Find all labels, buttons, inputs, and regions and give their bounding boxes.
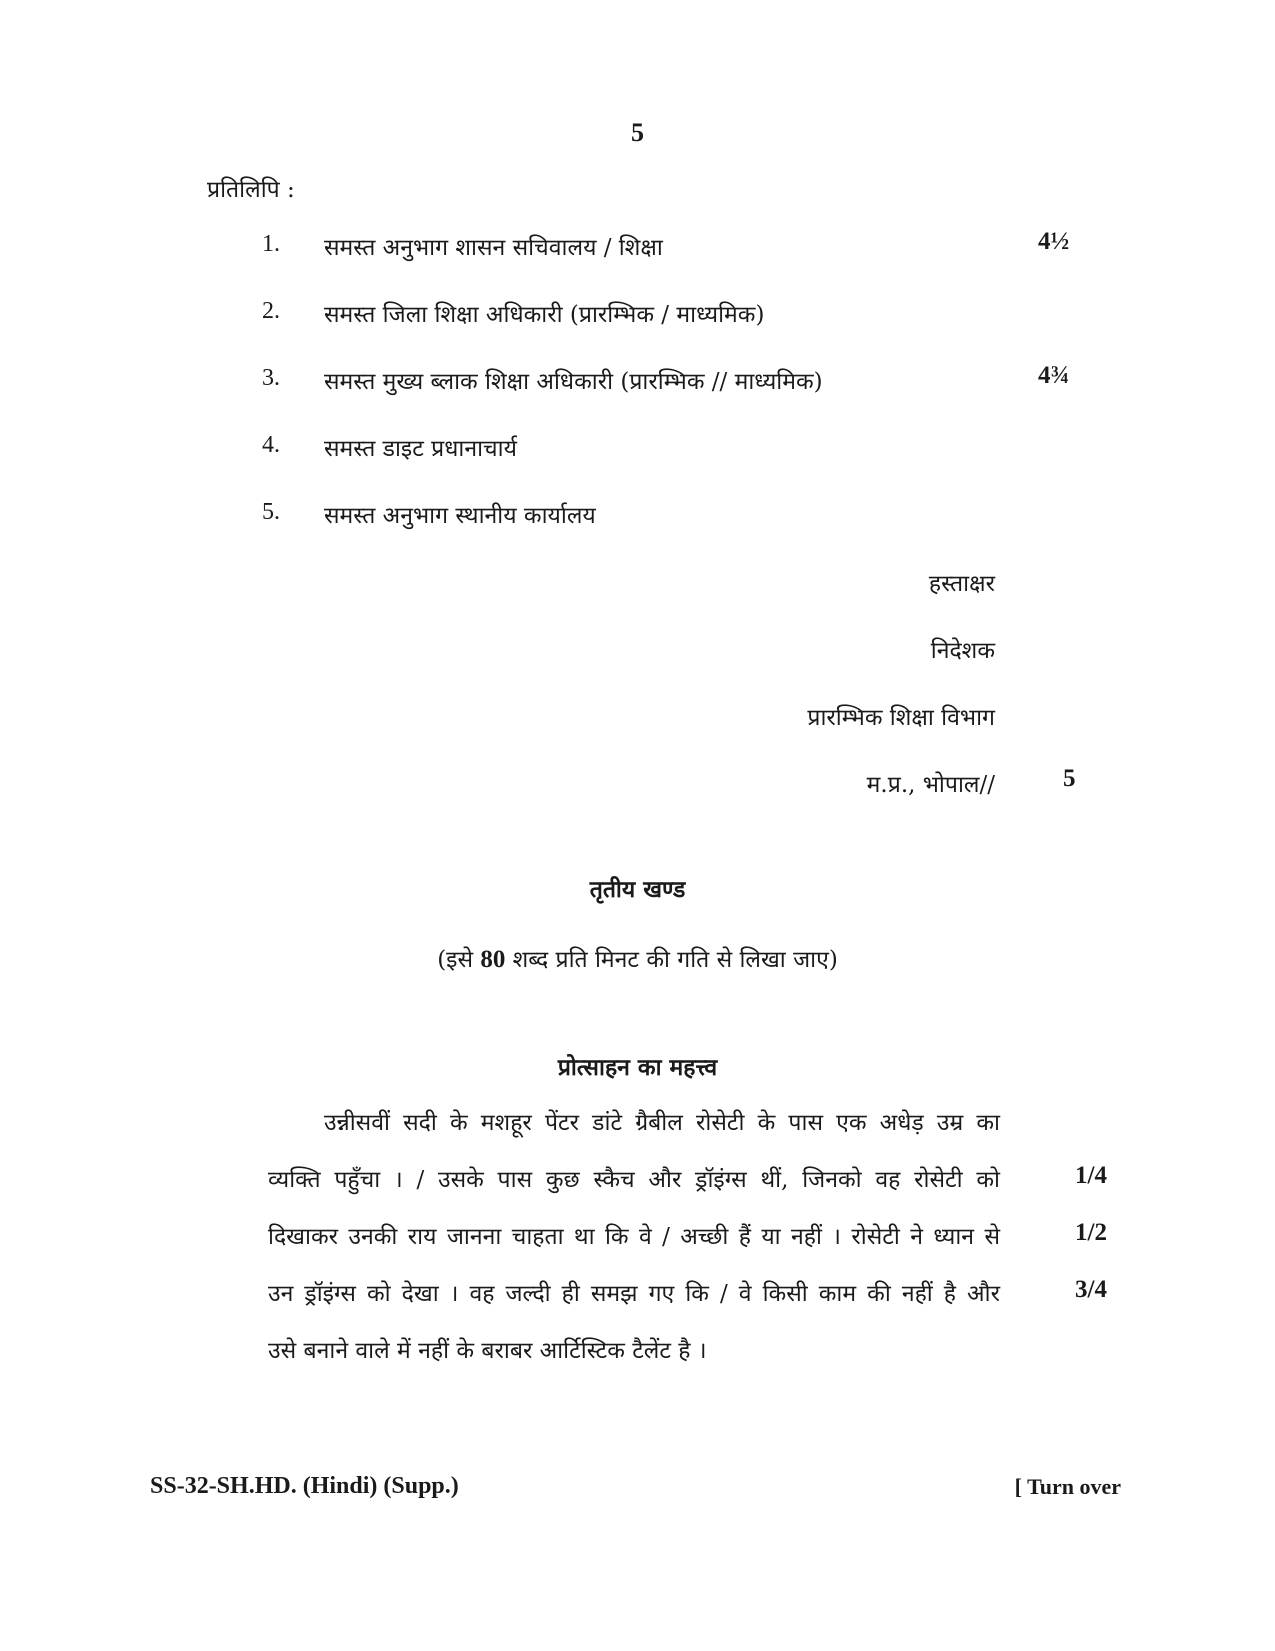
passage-line: उसे बनाने वाले में नहीं के बराबर आर्टिस्टिक टैलेंट है । bbox=[268, 1338, 707, 1364]
passage-line: उन्नीसवीं सदी के मशहूर पेंटर डांटे ग्रैबील रोसेटी के पास एक अधेड़ उम्र का bbox=[324, 1110, 1000, 1136]
cc-item-text: समस्त मुख्य ब्लाक शिक्षा अधिकारी (प्रारम्भिक // माध्यमिक) bbox=[324, 369, 823, 395]
cc-item-number: 5. bbox=[262, 499, 280, 525]
signatory-department: प्रारम्भिक शिक्षा विभाग bbox=[807, 705, 995, 731]
section-title: तृतीय खण्ड bbox=[589, 876, 686, 903]
signatory-location: म.प्र., भोपाल// bbox=[866, 772, 995, 798]
instruction-speed: 80 bbox=[480, 946, 506, 973]
cc-item-score: 4½ bbox=[1038, 228, 1070, 255]
passage-heading: प्रोत्साहन का महत्त्व bbox=[557, 1054, 718, 1081]
cc-item-text: समस्त डाइट प्रधानाचार्य bbox=[324, 436, 517, 462]
cc-item-text: समस्त अनुभाग स्थानीय कार्यालय bbox=[324, 503, 596, 529]
cc-item-number: 2. bbox=[262, 298, 280, 324]
passage-marker-score: 1/2 bbox=[1075, 1219, 1107, 1246]
passage-marker-score: 1/4 bbox=[1075, 1162, 1107, 1189]
cc-item-text: समस्त जिला शिक्षा अधिकारी (प्रारम्भिक / माध्यमिक) bbox=[324, 302, 765, 328]
passage-marker-score: 3/4 bbox=[1075, 1276, 1107, 1303]
copy-to-label: प्रतिलिपि : bbox=[207, 177, 295, 203]
cc-item-number: 1. bbox=[262, 231, 280, 257]
page-number: 5 bbox=[631, 118, 644, 147]
signature-score: 5 bbox=[1063, 765, 1076, 792]
instruction-suffix: शब्द प्रति मिनट की गति से लिखा जाए) bbox=[505, 947, 838, 973]
signatory-designation: निदेशक bbox=[930, 638, 995, 664]
passage-line: व्यक्ति पहुँचा । / उसके पास कुछ स्कैच और ड्रॉइंग्स थीं, जिनको वह रोसेटी को bbox=[268, 1167, 1000, 1193]
instruction-prefix: (इसे bbox=[437, 947, 481, 973]
dictation-instruction bbox=[0, 942, 1275, 974]
cc-item-number: 4. bbox=[262, 432, 280, 458]
paper-code: SS-32-SH.HD. (Hindi) (Supp.) bbox=[150, 1473, 459, 1499]
cc-item-text: समस्त अनुभाग शासन सचिवालय / शिक्षा bbox=[324, 235, 663, 261]
passage-line: उन ड्रॉइंग्स को देखा । वह जल्दी ही समझ गए कि / वे किसी काम की नहीं है और bbox=[268, 1281, 1000, 1307]
cc-item-number: 3. bbox=[262, 365, 280, 391]
turn-over-note: [ Turn over bbox=[1014, 1474, 1121, 1499]
signature-label: हस्ताक्षर bbox=[928, 571, 995, 597]
cc-item-score: 4¾ bbox=[1038, 362, 1070, 389]
passage-line: दिखाकर उनकी राय जानना चाहता था कि वे / अच्छी हैं या नहीं । रोसेटी ने ध्यान से bbox=[268, 1224, 1000, 1250]
